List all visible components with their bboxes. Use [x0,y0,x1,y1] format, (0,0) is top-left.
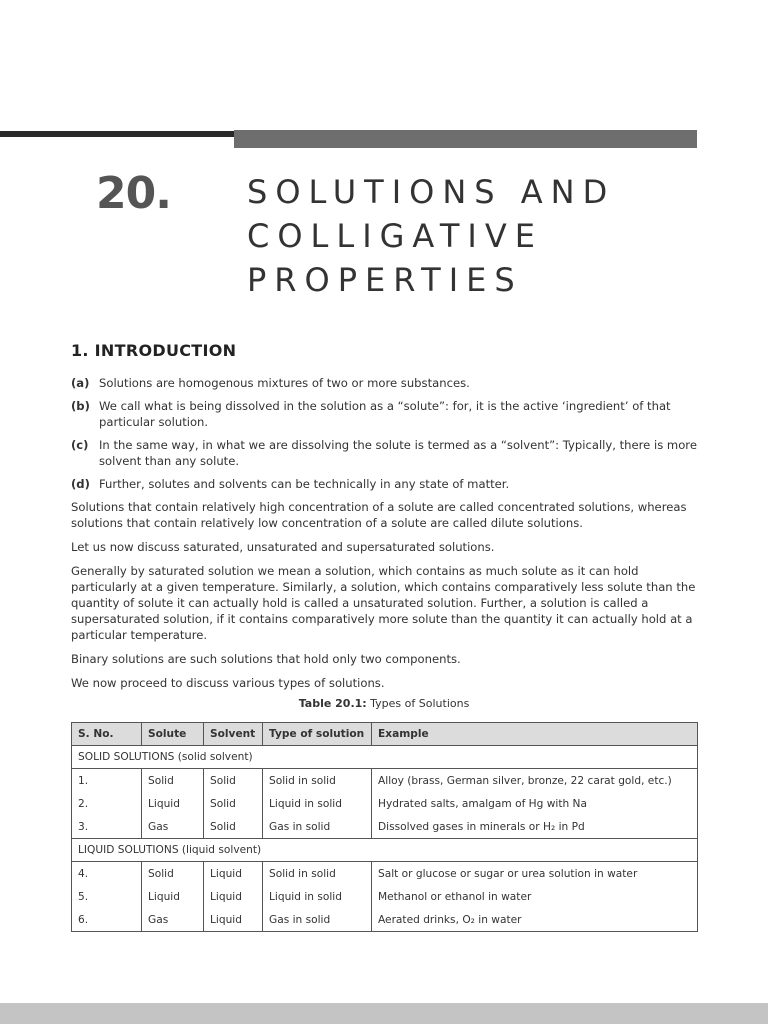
chapter-title-line-1: SOLUTIONS AND [247,173,616,211]
table-group-row [72,746,698,769]
table-cell: Salt or glucose or sugar or urea solution in water [372,862,698,886]
table-cell: Liquid [204,885,263,908]
table-cell: 2. [72,792,142,815]
table-cell: 6. [72,908,142,932]
table-row [72,908,698,932]
table-cell: Hydrated salts, amalgam of Hg with Na [372,792,698,815]
table-cell: Alloy (brass, German silver, bronze, 22 carat gold, etc.) [372,769,698,793]
table-row [72,792,698,815]
column-header: Example [372,723,698,746]
list-item-a [71,375,697,391]
table-caption [0,697,768,710]
list-item-b [71,398,697,430]
table-caption-label: Table 20.1: [298,697,367,710]
column-header: Solvent [204,723,263,746]
list-item-label: (d) [71,477,90,491]
group-title: LIQUID SOLUTIONS (liquid solvent) [72,839,698,862]
chapter-title-line-3: PROPERTIES [247,261,523,299]
paragraph-concentration: Solutions that contain relatively high concentration of a solute are called concentrated solutions, whereas solutions that contain relatively low concentration of a solute are called dilute solutions. [71,500,687,530]
table-cell: 4. [72,862,142,886]
column-header: Solute [142,723,204,746]
header-rule-dark [0,131,234,137]
list-item-c [71,437,697,469]
table-cell: 1. [72,769,142,793]
table-cell: Solid in solid [263,769,372,793]
table-cell: Liquid in solid [263,885,372,908]
column-header: Type of solution [263,723,372,746]
table-cell: Gas in solid [263,815,372,839]
paragraph-saturation: Generally by saturated solution we mean a solution, which contains as much solute as it can hold particularly at a given temperature. Similarly, a solution, which contains comparatively less solute than the quantity of solute it can actually hold is called a unsaturated solution. Further, a solution is called a supersaturated solution, if it contains comparatively more solute than the quantity it can actually hold at a particular temperature. [71,564,696,642]
table-header-row [72,723,698,746]
types-of-solutions-table [71,722,698,932]
list-item-label: (b) [71,399,90,413]
table-cell: Solid in solid [263,862,372,886]
table-cell: 5. [72,885,142,908]
table-cell: Solid [204,769,263,793]
table-cell: Liquid in solid [263,792,372,815]
table-row [72,862,698,886]
list-item-text: Further, solutes and solvents can be technically in any state of matter. [99,477,510,491]
table-cell: Liquid [142,792,204,815]
list-item-label: (c) [71,438,89,452]
header-rule-gray [234,130,697,148]
table-cell: Gas in solid [263,908,372,932]
table-cell: Liquid [204,862,263,886]
table-row [72,885,698,908]
table-caption-text: Types of Solutions [366,697,470,710]
table-cell: Aerated drinks, O₂ in water [372,908,698,932]
table-cell: Methanol or ethanol in water [372,885,698,908]
table-cell: Solid [204,792,263,815]
table-cell: Solid [142,862,204,886]
table-group-row [72,839,698,862]
table-cell: 3. [72,815,142,839]
chapter-number: 20. [96,168,171,219]
table-cell: Gas [142,815,204,839]
list-item-text: In the same way, in what we are dissolving the solute is termed as a “solvent”: Typically, there is more solvent than any solute. [99,438,697,468]
intro-body [71,375,697,699]
table-cell: Gas [142,908,204,932]
table-row [72,815,698,839]
table-cell: Solid [204,815,263,839]
footer-bar [0,1003,768,1024]
list-item-text: We call what is being dissolved in the solution as a “solute”: for, it is the active ‘ingredient’ of that particular solution. [99,399,671,429]
group-title: SOLID SOLUTIONS (solid solvent) [72,746,698,769]
chapter-title-line-2: COLLIGATIVE [247,217,543,255]
paragraph-binary: Binary solutions are such solutions that hold only two components. [71,652,461,666]
paragraph-saturation-intro: Let us now discuss saturated, unsaturated and supersaturated solutions. [71,540,495,554]
column-header: S. No. [72,723,142,746]
table-row [72,769,698,793]
chapter-title [247,170,615,302]
paragraph-types-intro: We now proceed to discuss various types of solutions. [71,676,385,690]
list-item-d [71,476,697,492]
table-cell: Dissolved gases in minerals or H₂ in Pd [372,815,698,839]
list-item-text: Solutions are homogenous mixtures of two or more substances. [99,376,470,390]
section-heading: 1. INTRODUCTION [71,341,237,360]
table-cell: Solid [142,769,204,793]
table-cell: Liquid [204,908,263,932]
list-item-label: (a) [71,376,90,390]
table-cell: Liquid [142,885,204,908]
